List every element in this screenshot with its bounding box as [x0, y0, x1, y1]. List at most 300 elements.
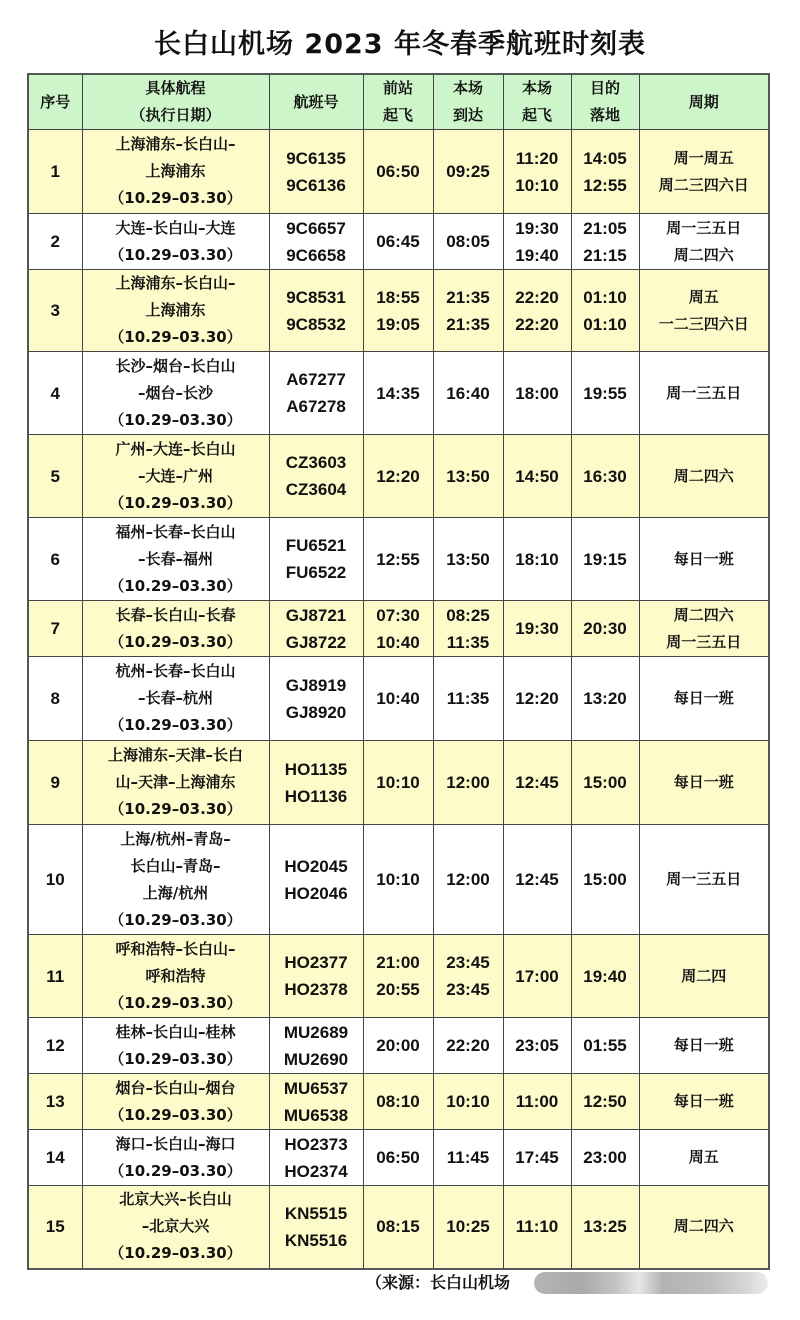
- cell-destination-arrival-line: 21:15: [583, 245, 627, 265]
- cell-flight-no: [269, 1074, 363, 1130]
- cell-local-departure-line: 18:00: [515, 383, 559, 403]
- cell-route: [82, 935, 269, 1018]
- cell-prev-departure-line: 06:50: [376, 162, 420, 181]
- cell-prev-departure: [363, 435, 433, 518]
- cell-local-arrival-line: 13:50: [446, 466, 490, 486]
- cell-prev-departure: [363, 935, 433, 1018]
- cell-local-arrival: [433, 601, 503, 657]
- cell-cycle-line: 每日一班: [673, 773, 734, 791]
- cell-destination-arrival: [571, 352, 639, 435]
- cell-destination-arrival-line: 14:05: [583, 148, 627, 168]
- cell-cycle-line: 每日一班: [673, 1092, 734, 1110]
- cell-destination-arrival-line: 13:25: [583, 1217, 627, 1237]
- cell-local-departure-line: 12:45: [515, 870, 559, 889]
- cell-local-arrival-line: 23:45: [446, 980, 490, 999]
- cell-route-line: 杭州–长春–长白山: [115, 662, 236, 680]
- cell-cycle: [639, 352, 769, 435]
- blurred-watermark: [534, 1272, 768, 1294]
- cell-route-line: 海口–长白山–海口: [115, 1134, 236, 1153]
- cell-route: [82, 352, 269, 435]
- table-row: [28, 935, 769, 1018]
- cell-route-line: （10.29–03.30）: [109, 328, 242, 346]
- source-note: （来源：长白山机场: [366, 1273, 511, 1292]
- cell-seq: [28, 214, 82, 270]
- cell-prev-departure-line: 10:40: [376, 689, 420, 708]
- cell-flight-no: [269, 270, 363, 352]
- cell-route: [82, 1130, 269, 1186]
- cell-flight-no-line: MU2689: [283, 1022, 349, 1042]
- cell-local-arrival: [433, 1130, 503, 1186]
- header-destination-arrival: 目的 落地: [571, 74, 639, 130]
- cell-flight-no-line: FU6522: [285, 563, 347, 582]
- table-row: [28, 741, 769, 825]
- cell-seq: [28, 741, 82, 825]
- cell-local-departure-line: 19:30: [515, 218, 559, 238]
- cell-destination-arrival: [571, 935, 639, 1018]
- cell-route-line: 上海浦东–长白山–: [115, 274, 236, 292]
- cell-local-departure: [503, 270, 571, 352]
- cell-cycle: [639, 214, 769, 270]
- cell-prev-departure-line: 08:15: [376, 1217, 420, 1237]
- header-route: 具体航程 （执行日期）: [82, 74, 269, 130]
- cell-prev-departure-line: 14:35: [376, 383, 420, 403]
- cell-route: [82, 270, 269, 352]
- cell-local-departure-line: 17:00: [515, 966, 559, 986]
- cell-local-departure-line: 11:10: [515, 1217, 559, 1237]
- cell-flight-no-line: 9C6136: [286, 175, 346, 195]
- cell-seq: [28, 935, 82, 1018]
- cell-flight-no-line: HO2046: [284, 883, 348, 903]
- cell-prev-departure: [363, 352, 433, 435]
- cell-local-arrival: [433, 214, 503, 270]
- cell-prev-departure-line: 19:05: [376, 314, 420, 334]
- cell-route-line: 上海/杭州: [142, 883, 209, 902]
- cell-route-line: –长春–杭州: [137, 689, 213, 707]
- cell-local-arrival: [433, 741, 503, 825]
- cell-seq-line: 5: [50, 466, 60, 486]
- cell-prev-departure: [363, 518, 433, 601]
- cell-local-departure: [503, 1074, 571, 1130]
- cell-prev-departure-line: 10:10: [376, 773, 420, 792]
- cell-flight-no: [269, 657, 363, 741]
- cell-local-arrival: [433, 935, 503, 1018]
- cell-flight-no-line: GJ8721: [285, 605, 347, 625]
- cell-route-line: 桂林–长白山–桂林: [115, 1022, 236, 1041]
- cell-route: [82, 130, 269, 214]
- cell-route-line: （10.29–03.30）: [109, 993, 242, 1012]
- cell-flight-no: [269, 352, 363, 435]
- cell-destination-arrival: [571, 825, 639, 935]
- cell-seq: [28, 1186, 82, 1269]
- cell-prev-departure-line: 10:10: [376, 870, 420, 889]
- cell-local-arrival-line: 21:35: [446, 314, 490, 334]
- cell-seq: [28, 518, 82, 601]
- header-local-arrival: 本场 到达: [433, 74, 503, 130]
- cell-route-line: 上海浦东: [145, 162, 206, 180]
- cell-destination-arrival-line: 19:40: [583, 966, 627, 986]
- cell-cycle-line: 周一三五日: [666, 383, 742, 402]
- cell-route-line: （10.29–03.30）: [109, 632, 242, 651]
- cell-seq: [28, 270, 82, 352]
- cell-cycle: [639, 601, 769, 657]
- cell-local-departure: [503, 601, 571, 657]
- cell-destination-arrival-line: 15:00: [583, 773, 627, 792]
- cell-local-arrival-line: 08:05: [446, 232, 490, 251]
- cell-local-arrival-line: 22:20: [446, 1036, 490, 1055]
- cell-local-departure-line: 12:20: [515, 689, 559, 708]
- cell-route-line: 广州–大连–长白山: [115, 439, 236, 458]
- cell-route-line: 福州–长春–长白山: [115, 522, 236, 541]
- header-seq: 序号: [28, 74, 82, 130]
- cell-local-arrival: [433, 1186, 503, 1269]
- cell-flight-no-line: MU6538: [283, 1105, 349, 1125]
- cell-local-departure: [503, 1130, 571, 1186]
- cell-cycle-line: 周二四六: [673, 466, 734, 485]
- cell-local-departure-line: 12:45: [515, 773, 559, 792]
- cell-local-arrival-line: 09:25: [446, 162, 490, 181]
- cell-route: [82, 1186, 269, 1269]
- cell-prev-departure-line: 12:55: [376, 549, 420, 569]
- cell-destination-arrival: [571, 270, 639, 352]
- table-row: [28, 214, 769, 270]
- cell-route-line: –北京大兴: [141, 1217, 210, 1236]
- cell-prev-departure-line: 20:55: [376, 980, 420, 999]
- cell-cycle-line: 每日一班: [673, 689, 734, 707]
- cell-local-departure: [503, 130, 571, 214]
- cell-local-arrival: [433, 270, 503, 352]
- cell-route-line: 上海浦东–天津–长白: [107, 746, 243, 764]
- header-row: [28, 74, 769, 130]
- cell-flight-no-line: CZ3603: [285, 453, 347, 472]
- cell-route: [82, 214, 269, 270]
- cell-cycle-line: 周二四六: [673, 245, 734, 264]
- cell-destination-arrival: [571, 1130, 639, 1186]
- cell-flight-no-line: GJ8722: [285, 632, 347, 652]
- cell-seq-line: 15: [45, 1217, 65, 1237]
- cell-flight-no: [269, 825, 363, 935]
- cell-cycle: [639, 741, 769, 825]
- cell-route-line: （10.29–03.30）: [109, 189, 242, 207]
- cell-local-arrival-line: 11:35: [446, 632, 490, 652]
- cell-seq: [28, 130, 82, 214]
- cell-route-line: 山–天津–上海浦东: [115, 773, 236, 791]
- table-row: [28, 1018, 769, 1074]
- cell-route-line: 长白山–青岛–: [130, 856, 221, 875]
- cell-prev-departure-line: 21:00: [376, 953, 420, 972]
- cell-local-arrival: [433, 352, 503, 435]
- cell-prev-departure: [363, 825, 433, 935]
- cell-prev-departure: [363, 1074, 433, 1130]
- cell-flight-no-line: FU6521: [285, 536, 347, 555]
- cell-prev-departure: [363, 601, 433, 657]
- cell-prev-departure-line: 06:50: [376, 1148, 420, 1167]
- cell-local-arrival: [433, 130, 503, 214]
- cell-prev-departure-line: 18:55: [376, 287, 420, 307]
- cell-local-arrival-line: 10:10: [446, 1092, 490, 1111]
- cell-flight-no-line: HO2377: [284, 953, 348, 972]
- cell-local-departure: [503, 214, 571, 270]
- cell-flight-no: [269, 1130, 363, 1186]
- cell-flight-no-line: KN5515: [284, 1203, 348, 1223]
- cell-local-departure: [503, 352, 571, 435]
- cell-cycle-line: 每日一班: [673, 549, 734, 568]
- cell-local-departure-line: 11:00: [515, 1092, 559, 1111]
- cell-cycle-line: 周一周五: [673, 148, 734, 167]
- cell-seq: [28, 1130, 82, 1186]
- cell-flight-no-line: A67278: [286, 397, 346, 416]
- cell-cycle-line: 周一三五日: [666, 632, 742, 651]
- cell-route-line: （10.29–03.30）: [109, 245, 242, 264]
- cell-cycle-line: 周一三五日: [666, 870, 742, 888]
- cell-cycle: [639, 270, 769, 352]
- table-row: [28, 601, 769, 657]
- cell-local-arrival-line: 10:25: [446, 1217, 490, 1237]
- cell-local-departure: [503, 657, 571, 741]
- cell-local-arrival: [433, 518, 503, 601]
- table-row: [28, 435, 769, 518]
- cell-flight-no: [269, 1018, 363, 1074]
- cell-cycle-line: 每日一班: [673, 1036, 734, 1054]
- cell-local-departure-line: 10:10: [515, 175, 559, 195]
- cell-route-line: 长春–长白山–长春: [115, 605, 236, 624]
- cell-local-departure: [503, 1018, 571, 1074]
- cell-flight-no: [269, 935, 363, 1018]
- cell-seq-line: 8: [50, 689, 60, 708]
- cell-flight-no-line: HO1135: [284, 759, 348, 779]
- cell-route: [82, 1018, 269, 1074]
- cell-destination-arrival-line: 01:55: [583, 1036, 627, 1055]
- cell-flight-no-line: MU6537: [283, 1078, 349, 1098]
- cell-route-line: （10.29–03.30）: [109, 1049, 242, 1068]
- cell-destination-arrival-line: 23:00: [583, 1148, 627, 1167]
- cell-seq-line: 13: [45, 1092, 65, 1111]
- cell-local-departure-line: 23:05: [515, 1036, 559, 1055]
- cell-prev-departure-line: 12:20: [376, 466, 420, 486]
- page-title: 长白山机场 2023 年冬春季航班时刻表: [154, 29, 646, 60]
- cell-prev-departure: [363, 1018, 433, 1074]
- cell-cycle: [639, 657, 769, 741]
- cell-local-arrival: [433, 1074, 503, 1130]
- cell-route-line: 大连–长白山–大连: [115, 218, 236, 237]
- cell-route: [82, 435, 269, 518]
- cell-route-line: （10.29–03.30）: [109, 1244, 242, 1263]
- cell-cycle-line: 周二四六: [673, 605, 734, 624]
- cell-seq: [28, 601, 82, 657]
- cell-destination-arrival-line: 19:55: [583, 383, 627, 403]
- cell-flight-no-line: 9C8531: [286, 287, 346, 307]
- cell-local-arrival: [433, 657, 503, 741]
- cell-cycle-line: 周二三四六日: [658, 175, 749, 194]
- cell-seq-line: 10: [45, 870, 65, 889]
- cell-cycle-line: 周二四六: [673, 1217, 734, 1236]
- cell-cycle-line: 一二三四六日: [658, 314, 749, 333]
- cell-cycle: [639, 935, 769, 1018]
- cell-destination-arrival: [571, 657, 639, 741]
- cell-cycle-line: 周五: [688, 1148, 719, 1166]
- table-row: [28, 352, 769, 435]
- cell-route-line: 上海/杭州–青岛–: [120, 829, 231, 848]
- cell-prev-departure: [363, 130, 433, 214]
- cell-seq-line: 3: [50, 301, 60, 320]
- cell-prev-departure: [363, 1130, 433, 1186]
- header-prev-departure: 前站 起飞: [363, 74, 433, 130]
- cell-route-line: –长春–福州: [137, 549, 213, 568]
- cell-local-departure: [503, 741, 571, 825]
- cell-local-arrival-line: 11:35: [446, 689, 490, 708]
- cell-flight-no-line: 9C6658: [286, 245, 346, 265]
- cell-local-arrival-line: 21:35: [446, 287, 490, 307]
- cell-prev-departure: [363, 741, 433, 825]
- cell-route-line: 烟台–长白山–烟台: [115, 1078, 236, 1097]
- cell-local-arrival-line: 08:25: [446, 605, 490, 625]
- cell-flight-no: [269, 435, 363, 518]
- cell-route-line: （10.29–03.30）: [109, 1161, 242, 1180]
- cell-cycle: [639, 1186, 769, 1269]
- cell-route-line: 呼和浩特: [145, 966, 206, 985]
- table-row: [28, 1186, 769, 1269]
- cell-local-arrival-line: 13:50: [446, 549, 490, 569]
- cell-seq: [28, 1018, 82, 1074]
- cell-route: [82, 825, 269, 935]
- cell-route-line: 上海浦东: [145, 301, 206, 319]
- cell-seq-line: 14: [45, 1148, 65, 1167]
- cell-route-line: 上海浦东–长白山–: [115, 135, 236, 153]
- cell-destination-arrival-line: 12:50: [583, 1092, 627, 1111]
- cell-route-line: 北京大兴–长白山: [119, 1190, 232, 1209]
- cell-local-departure: [503, 435, 571, 518]
- cell-seq-line: 2: [50, 232, 60, 251]
- cell-flight-no: [269, 601, 363, 657]
- table-row: [28, 825, 769, 935]
- cell-flight-no-line: GJ8919: [285, 675, 347, 695]
- header-cycle: 周期: [639, 74, 769, 130]
- header-local-departure: 本场 起飞: [503, 74, 571, 130]
- cell-destination-arrival-line: 19:15: [583, 549, 627, 569]
- cell-destination-arrival-line: 12:55: [583, 175, 627, 195]
- cell-flight-no-line: HO2373: [284, 1134, 348, 1154]
- cell-flight-no-line: GJ8920: [285, 702, 347, 722]
- cell-prev-departure-line: 10:40: [376, 632, 420, 652]
- cell-seq-line: 6: [50, 549, 60, 569]
- cell-destination-arrival: [571, 1074, 639, 1130]
- cell-flight-no: [269, 741, 363, 825]
- cell-flight-no-line: MU2690: [283, 1049, 349, 1069]
- cell-prev-departure-line: 07:30: [376, 605, 420, 625]
- cell-destination-arrival-line: 13:20: [583, 689, 627, 708]
- cell-seq-line: 7: [50, 619, 60, 638]
- cell-destination-arrival-line: 01:10: [583, 314, 627, 334]
- cell-flight-no-line: HO1136: [284, 786, 348, 806]
- cell-local-arrival-line: 12:00: [446, 773, 490, 792]
- cell-seq: [28, 1074, 82, 1130]
- cell-seq: [28, 352, 82, 435]
- cell-route-line: –大连–广州: [137, 466, 213, 485]
- cell-route: [82, 657, 269, 741]
- cell-flight-no-line: 9C6657: [286, 218, 346, 238]
- cell-route: [82, 601, 269, 657]
- cell-cycle: [639, 435, 769, 518]
- cell-cycle-line: 周五: [688, 287, 719, 306]
- cell-local-departure-line: 14:50: [515, 466, 559, 486]
- cell-flight-no-line: HO2378: [284, 980, 348, 999]
- cell-route-line: （10.29–03.30）: [109, 800, 242, 818]
- cell-prev-departure-line: 06:45: [376, 232, 420, 251]
- cell-destination-arrival: [571, 1018, 639, 1074]
- cell-cycle: [639, 130, 769, 214]
- cell-route-line: （10.29–03.30）: [109, 910, 242, 929]
- cell-seq: [28, 435, 82, 518]
- cell-cycle: [639, 1130, 769, 1186]
- cell-route-line: –烟台–长沙: [137, 383, 213, 402]
- cell-flight-no-line: 9C6135: [286, 148, 346, 168]
- cell-cycle-line: 周一三五日: [666, 218, 742, 237]
- cell-route: [82, 741, 269, 825]
- cell-local-departure-line: 18:10: [515, 549, 559, 569]
- cell-flight-no-line: A67277: [286, 370, 346, 389]
- cell-destination-arrival: [571, 435, 639, 518]
- cell-flight-no-line: 9C8532: [286, 314, 346, 334]
- cell-route-line: 呼和浩特–长白山–: [115, 939, 236, 958]
- cell-destination-arrival: [571, 214, 639, 270]
- cell-flight-no-line: HO2374: [284, 1161, 348, 1181]
- cell-destination-arrival: [571, 601, 639, 657]
- cell-local-departure: [503, 1186, 571, 1269]
- cell-local-departure-line: 22:20: [515, 287, 559, 307]
- cell-route-line: 长沙–烟台–长白山: [115, 356, 236, 375]
- cell-route: [82, 1074, 269, 1130]
- cell-local-arrival: [433, 435, 503, 518]
- cell-prev-departure: [363, 1186, 433, 1269]
- cell-route-line: （10.29–03.30）: [109, 1105, 242, 1124]
- cell-destination-arrival: [571, 518, 639, 601]
- cell-seq-line: 12: [45, 1036, 65, 1055]
- cell-cycle-line: 周二四: [681, 966, 727, 985]
- cell-prev-departure-line: 08:10: [376, 1092, 420, 1111]
- cell-seq-line: 11: [46, 966, 65, 986]
- cell-flight-no-line: KN5516: [284, 1230, 348, 1250]
- cell-destination-arrival-line: 16:30: [583, 466, 627, 486]
- cell-destination-arrival: [571, 1186, 639, 1269]
- cell-prev-departure-line: 20:00: [376, 1036, 420, 1055]
- cell-flight-no-line: CZ3604: [285, 480, 347, 499]
- cell-destination-arrival-line: 01:10: [583, 287, 627, 307]
- cell-seq-line: 4: [50, 383, 60, 403]
- cell-seq: [28, 657, 82, 741]
- table-row: [28, 518, 769, 601]
- cell-local-departure-line: 22:20: [515, 314, 559, 334]
- cell-local-departure: [503, 825, 571, 935]
- cell-local-arrival-line: 11:45: [446, 1148, 490, 1167]
- cell-flight-no: [269, 518, 363, 601]
- table-row: [28, 1130, 769, 1186]
- cell-flight-no-line: HO2045: [284, 856, 348, 876]
- cell-cycle: [639, 518, 769, 601]
- cell-local-arrival-line: 23:45: [446, 953, 490, 972]
- cell-local-arrival-line: 16:40: [446, 383, 490, 403]
- cell-prev-departure: [363, 657, 433, 741]
- header-flight-no: 航班号: [269, 74, 363, 130]
- cell-route-line: （10.29–03.30）: [109, 410, 242, 429]
- cell-destination-arrival: [571, 741, 639, 825]
- cell-local-departure: [503, 935, 571, 1018]
- cell-local-departure-line: 17:45: [515, 1148, 559, 1167]
- table-row: [28, 657, 769, 741]
- cell-local-departure-line: 19:40: [515, 245, 559, 265]
- cell-seq: [28, 825, 82, 935]
- cell-local-arrival: [433, 1018, 503, 1074]
- cell-local-arrival-line: 12:00: [446, 870, 490, 889]
- cell-destination-arrival-line: 21:05: [583, 218, 627, 238]
